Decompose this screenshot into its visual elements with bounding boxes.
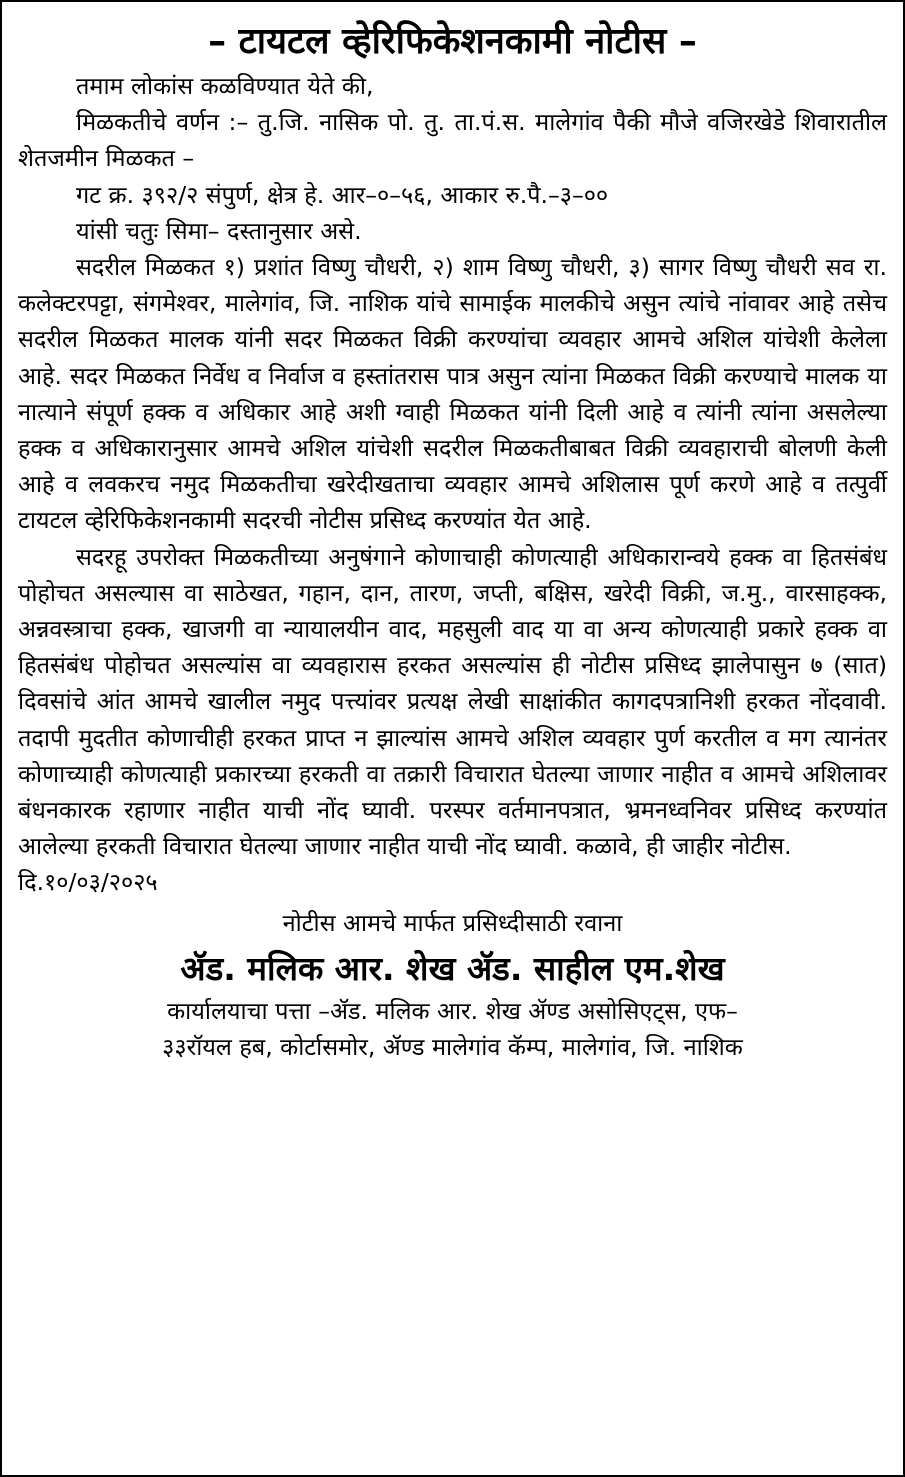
boundaries: यांसी चतुः सिमा– दस्तानुसार असे. [76, 216, 362, 245]
owners-paragraph: सदरील मिळकत १) प्रशांत विष्णु चौधरी, २) शाम विष्णु चौधरी, ३) सागर विष्णु चौधरी सव रा. कलेक्टरपट्टा, संगमेश्वर, मालेगांव, जि. नाशिक यांचे सामाईक मालकीचे असुन त्यांचे नांवावर आहे तसेच सदरील मिळकत मालक यांनी सदर मिळकत विक्री करण्यांचा व्यवहार आमचे अशिल यांचेशी केलेला आहे. सदर मिळकत निर्वेध व निर्वाज व हस्तांतरास पात्र असुन त्यांना मिळकत विक्री करण्याचे मालक या नात्याने संपूर्ण हक्क व अधिकार आहे अशी ग्वाही मिळकत यांनी दिली आहे व त्यांनी त्यांना असलेल्या हक्क व अधिकारानुसार आमचे अशिल यांचेशी सदरील मिळकतीबाबत विक्री व्यवहाराची बोलणी केली आहे व लवकरच नमुद मिळकतीचा खरेदीखताचा व्यवहार आमचे अशिलास पूर्ण करणे आहे व तत्पुर्वी टायटल व्हेरिफिकेशनकामी सदरची नोटीस प्रसिध्द करण्यांत येत आहे. [18, 253, 887, 535]
notice-title: – टायटल व्हेरिफिकेशनकामी नोटीस – [208, 21, 697, 62]
office-address-line-1: कार्यालयाचा पत्ता –ॲड. मलिक आर. शेख ॲण्ड असोसिएट्स, एफ– [167, 996, 738, 1025]
office-address-line-2: ३३रॉयल हब, कोर्टासमोर, ॲण्ड मालेगांव कॅम्प, मालेगांव, जि. नाशिक [162, 1032, 743, 1061]
sent-through: नोटीस आमचे मार्फत प्रसिध्दीसाठी रवाना [282, 908, 623, 937]
objections-paragraph: सदरहू उपरोक्त मिळकतीच्या अनुषंगाने कोणाचाही कोणत्याही अधिकारान्वये हक्क वा हितसंबंध पोहोचत असल्यास वा साठेखत, गहान, दान, तारण, जप्ती, बक्षिस, खरेदी विक्री, ज.मु., वारसाहक्क, अन्नवस्त्राचा हक्क, खाजगी वा न्यायालयीन वाद, महसुली वाद या वा अन्य कोणत्याही प्रकारे हक्क वा हितसंबंध पोहोचत असल्यांस वा व्यवहारास हरकत असल्यांस ही नोटीस प्रसिध्द झालेपासुन ७ (सात) दिवसांचे आंत आमचे खालील नमुद पत्त्यांवर प्रत्यक्ष लेखी साक्षांकीत कागदपत्रानिशी हरकत नोंदवावी. तदापी मुदतीत कोणाचीही हरकत प्राप्त न झाल्यांस आमचे अशिल व्यवहार पुर्ण करतील व मग त्यानंतर कोणाच्याही कोणत्याही प्रकारच्या हरकती वा तक्रारी विचारात घेतल्या जाणार नाहीत व आमचे अशिलावर बंधनकारक रहाणार नाहीत याची नोंद घ्यावी. परस्पर वर्तमानपत्रात, भ्रमनध्वनिवर प्रसिध्द करण्यांत आलेल्या हरकती विचारात घेतल्या जाणार नाहीत याची नोंद घ्यावी. कळावे, ही जाहीर नोटीस. [18, 542, 887, 861]
survey-details: गट क्र. ३९२/२ संपुर्ण, क्षेत्र हे. आर–०–५६, आकार रु.पै.–३–०० [76, 180, 609, 209]
notice-date: दि.१०/०३/२०२५ [18, 868, 158, 897]
advocate-names: ॲड. मलिक आर. शेख ॲड. साहील एम.शेख [180, 948, 725, 988]
notice-intro: तमाम लोकांस कळविण्यात येते की, [76, 72, 374, 100]
property-description: मिळकतीचे वर्णन :– तु.जि. नासिक पो. तु. ता.पं.स. मालेगांव पैकी मौजे वजिरखेडे शिवारातील शेतजमीन मिळकत – [18, 108, 887, 173]
